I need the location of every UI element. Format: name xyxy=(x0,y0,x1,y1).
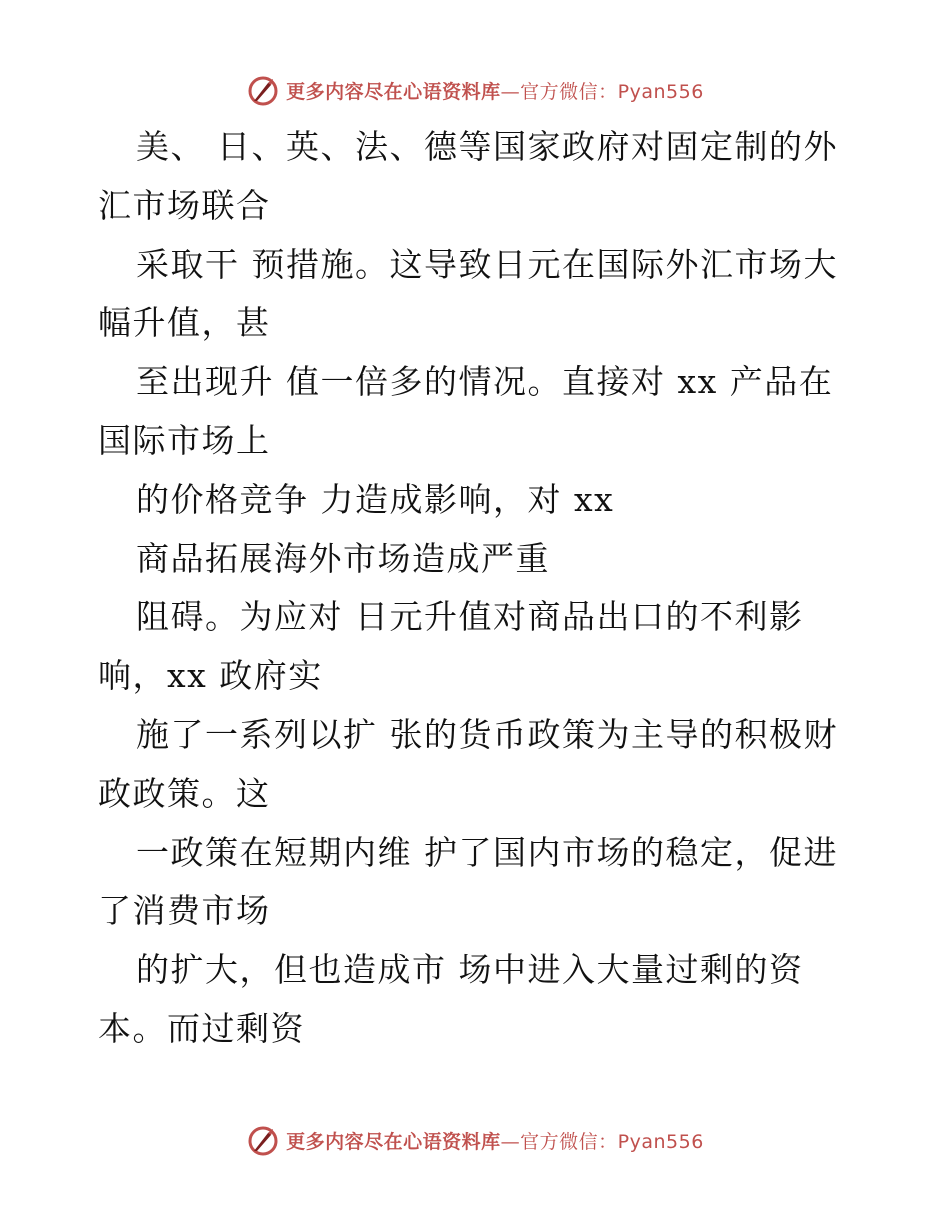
text-line: 的扩大，但也造成市 场中进入大量过剩的资 xyxy=(136,950,804,990)
text-line: 美、 日、英、法、德等国家政府对固定制的外 xyxy=(136,127,838,166)
text-line: 阻碍。为应对 日元升值对商品出口的不利影 xyxy=(136,597,804,637)
text-line: 了消费市场 xyxy=(98,891,271,931)
text-line: 施了一系列以扩 张的货币政策为主导的积极财 xyxy=(136,714,838,754)
banner-site: 更多内容尽在心语资料库 xyxy=(286,1130,501,1153)
text-line: 本。而过剩资 xyxy=(98,1008,305,1048)
banner-wechat: 官方微信：Pyan556 xyxy=(520,1130,704,1153)
text-line: 政政策。这 xyxy=(98,773,271,813)
text-line: 响，xx 政府实 xyxy=(98,656,323,696)
text-line: 的价格竞争 力造成影响，对 xx xyxy=(136,479,615,519)
text-line: 至出现升 值一倍多的情况。直接对 xx 产品在 xyxy=(136,362,834,402)
text-line: 一政策在短期内维 护了国内市场的稳定，促进 xyxy=(136,832,838,872)
banner-text xyxy=(286,1127,704,1154)
text-line: 采取干 预措施。这导致日元在国际外汇市场大 xyxy=(136,244,838,284)
footer-banner xyxy=(0,1120,950,1160)
text-line: 国际市场上 xyxy=(98,420,271,460)
pen-nib-logo-icon xyxy=(246,1123,280,1157)
banner-wechat: 官方微信：Pyan556 xyxy=(520,80,704,103)
banner-separator: — xyxy=(500,1130,521,1153)
document-body xyxy=(98,118,858,1059)
banner-text xyxy=(286,77,704,104)
banner-separator: — xyxy=(500,80,521,103)
text-line: 商品拓展海外市场造成严重 xyxy=(136,538,550,578)
header-banner xyxy=(0,70,950,110)
text-line: 幅升值，甚 xyxy=(98,303,271,343)
pen-nib-logo-icon xyxy=(246,73,280,107)
text-line: 汇市场联合 xyxy=(98,185,271,225)
banner-site: 更多内容尽在心语资料库 xyxy=(286,80,501,103)
